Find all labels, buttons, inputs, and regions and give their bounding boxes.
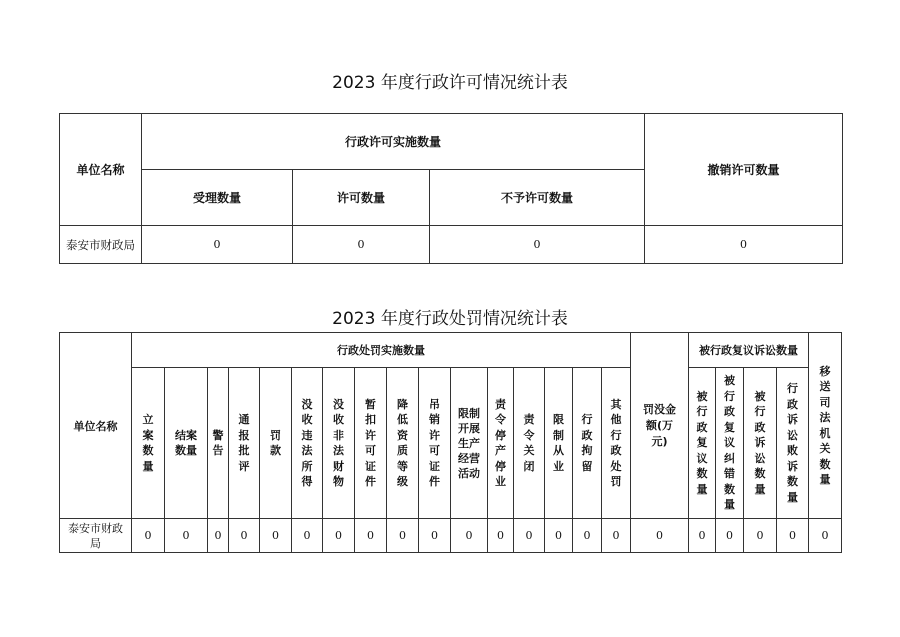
review-value-cell: 0: [777, 519, 809, 553]
penalty-value-cell: 0: [545, 519, 573, 553]
penalty-col-header: 暂扣许可证件: [355, 368, 387, 519]
review-col-header: 被行政诉讼数量: [744, 368, 777, 519]
unit-name-header: 单位名称: [60, 114, 142, 226]
penalty-col-header: 降低资质等级: [387, 368, 419, 519]
review-value-cell: 0: [689, 519, 716, 553]
penalty-col-header: 警告: [208, 368, 229, 519]
penalty-col-header: 其他行政处罚: [602, 368, 631, 519]
review-col-header: 被行政复议纠错数量: [716, 368, 744, 519]
penalty-col-header: 没收违法所得: [292, 368, 323, 519]
penalty-value-cell: 0: [260, 519, 292, 553]
not-permitted-count-header: 不予许可数量: [430, 170, 645, 226]
penalty-value-cell: 0: [229, 519, 260, 553]
penalty-value-cell: 0: [292, 519, 323, 553]
penalty-col-header: 没收非法财物: [323, 368, 355, 519]
permitted-count-header: 许可数量: [293, 170, 430, 226]
revoked-permit-header: 撤销许可数量: [645, 114, 843, 226]
penalty-col-header: 吊销许可证件: [419, 368, 451, 519]
not-permitted-count-cell: 0: [430, 226, 645, 264]
penalty-value-cell: 0: [573, 519, 602, 553]
penalty-value-cell: 0: [419, 519, 451, 553]
revoked-count-cell: 0: [645, 226, 843, 264]
review-value-cell: 0: [716, 519, 744, 553]
accepted-count-header: 受理数量: [142, 170, 293, 226]
unit-name-header: 单位名称: [60, 333, 132, 519]
review-value-cell: 0: [744, 519, 777, 553]
penalty-value-cell: 0: [165, 519, 208, 553]
penalty-col-header: 罚款: [260, 368, 292, 519]
review-col-header: 行政诉讼败诉数量: [777, 368, 809, 519]
permitted-count-cell: 0: [293, 226, 430, 264]
penalty-value-cell: 0: [451, 519, 488, 553]
penalty-col-header: 责令停产停业: [488, 368, 514, 519]
penalty-value-cell: 0: [602, 519, 631, 553]
penalty-table-title: 2023 年度行政处罚情况统计表: [332, 309, 568, 329]
review-col-header: 被行政复议数量: [689, 368, 716, 519]
fine-amount-cell: 0: [631, 519, 689, 553]
penalty-value-cell: 0: [208, 519, 229, 553]
fine-amount-header: 罚没金额(万元): [631, 333, 689, 519]
penalty-table: [59, 332, 842, 553]
penalty-implementation-header: 行政处罚实施数量: [132, 333, 631, 368]
permit-table: [59, 113, 843, 264]
transfer-judicial-header: 移送司法机关数量: [809, 333, 842, 519]
penalty-col-header: 通报批评: [229, 368, 260, 519]
unit-name-cell: 泰安市财政局: [60, 519, 132, 553]
penalty-col-header: 限制从业: [545, 368, 573, 519]
penalty-value-cell: 0: [355, 519, 387, 553]
unit-name-cell: 泰安市财政局: [60, 226, 142, 264]
transfer-value-cell: 0: [809, 519, 842, 553]
penalty-value-cell: 0: [387, 519, 419, 553]
permit-table-title: 2023 年度行政许可情况统计表: [332, 73, 568, 93]
penalty-col-header: 行政拘留: [573, 368, 602, 519]
review-litigation-header: 被行政复议诉讼数量: [689, 333, 809, 368]
penalty-col-header: 责令关闭: [514, 368, 545, 519]
penalty-col-header: 结案数量: [165, 368, 208, 519]
permit-implementation-header: 行政许可实施数量: [142, 114, 645, 170]
penalty-col-header: 立案数量: [132, 368, 165, 519]
penalty-col-header: 限制开展生产经营活动: [451, 368, 488, 519]
penalty-value-cell: 0: [132, 519, 165, 553]
penalty-value-cell: 0: [514, 519, 545, 553]
accepted-count-cell: 0: [142, 226, 293, 264]
penalty-value-cell: 0: [323, 519, 355, 553]
penalty-value-cell: 0: [488, 519, 514, 553]
